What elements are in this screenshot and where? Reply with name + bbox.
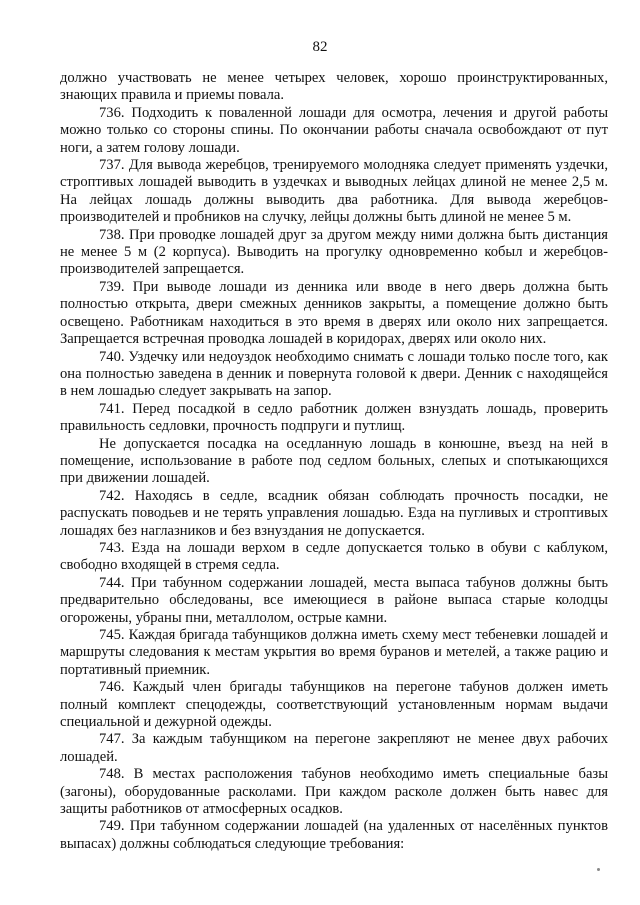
- paragraph: 736. Подходить к поваленной лошади для осмотра, лечения и другой работы можно только со стороны спины. По окончании работы сначала освобождают от пут ноги, а затем голову лошади.: [60, 104, 608, 156]
- paragraph: 747. За каждым табунщиком на перегоне закрепляют не менее двух рабочих лошадей.: [60, 731, 608, 765]
- paragraph: 744. При табунном содержании лошадей, места выпаса табунов должны быть предварительно обследованы, все имеющиеся в районе выпаса старые колодцы огорожены, убраны пни, металлолом, острые камни.: [60, 574, 608, 626]
- paragraph: 741. Перед посадкой в седло работник должен взнуздать лошадь, проверить правильность седловки, прочность подпруги и путлищ.: [60, 400, 608, 435]
- paragraph: 740. Уздечку или недоуздок необходимо снимать с лошади только после того, как она полностью заведена в денник и повернута головой к двери. Денник с находящейся в нем лошадью следует закрывать на запор.: [60, 348, 608, 400]
- paragraph: 748. В местах расположения табунов необходимо иметь специальные базы (загоны), оборудованные расколами. При каждом расколе должен быть навес для защиты работников от атмосферных осадков.: [60, 766, 608, 818]
- paragraph: должно участвовать не менее четырех человек, хорошо проинструктированных, знающих правила и приемы повала.: [60, 70, 608, 104]
- paragraph: 738. При проводке лошадей друг за другом между ними должна быть дистанция не менее 5 м (2 корпуса). Выводить на прогулку одновременно кобыл и жеребцов-производителей запрещается.: [60, 226, 608, 278]
- paragraph: 739. При выводе лошади из денника или вводе в него дверь должна быть полностью открыта, двери смежных денников закрыты, а помещение должно быть освещено. Работникам находиться в это время в дверях или около них запрещается. Запрещается встречная проводка лошадей в коридорах, дверях или около них.: [60, 278, 608, 348]
- paragraph: 737. Для вывода жеребцов, тренируемого молодняка следует применять уздечки, строптивых лошадей выводить в уздечках и выводных лейцах длиной не менее 2,5 м. На лейцах лошадь должны выводить два работника. Для вывода жеребцов-производителей и пробников на случку, лейцы должны быть длиной не менее 5 м.: [60, 157, 608, 226]
- scan-speck: [597, 868, 600, 871]
- paragraph: 749. При табунном содержании лошадей (на удаленных от населённых пунктов выпасах) должны соблюдаться следующие требования:: [60, 818, 608, 852]
- paragraph: 742. Находясь в седле, всадник обязан соблюдать прочность посадки, не распускать поводьев и не терять управления лошадью. Езда на пугливых и строптивых лошадях без наглазников и без взнуздания не допускается.: [60, 487, 608, 539]
- paragraph: Не допускается посадка на оседланную лошадь в конюшне, въезд на ней в помещение, использование в работе под седлом больных, слепых и спотыкающихся при движении лошадей.: [60, 435, 608, 487]
- paragraph: 743. Езда на лошади верхом в седле допускается только в обуви с каблуком, свободно входящей в стремя седла.: [60, 539, 608, 574]
- paragraph: 746. Каждый член бригады табунщиков на перегоне табунов должен иметь полный комплект спецодежды, соответствующий установленным нормам выдачи специальной и дежурной одежды.: [60, 679, 608, 731]
- paragraph: 745. Каждая бригада табунщиков должна иметь схему мест тебеневки лошадей и маршруты следования к местам укрытия во время буранов и метелей, а также рацию и портативный приемник.: [60, 627, 608, 678]
- body-text: [60, 70, 608, 853]
- page-number: 82: [312, 39, 328, 55]
